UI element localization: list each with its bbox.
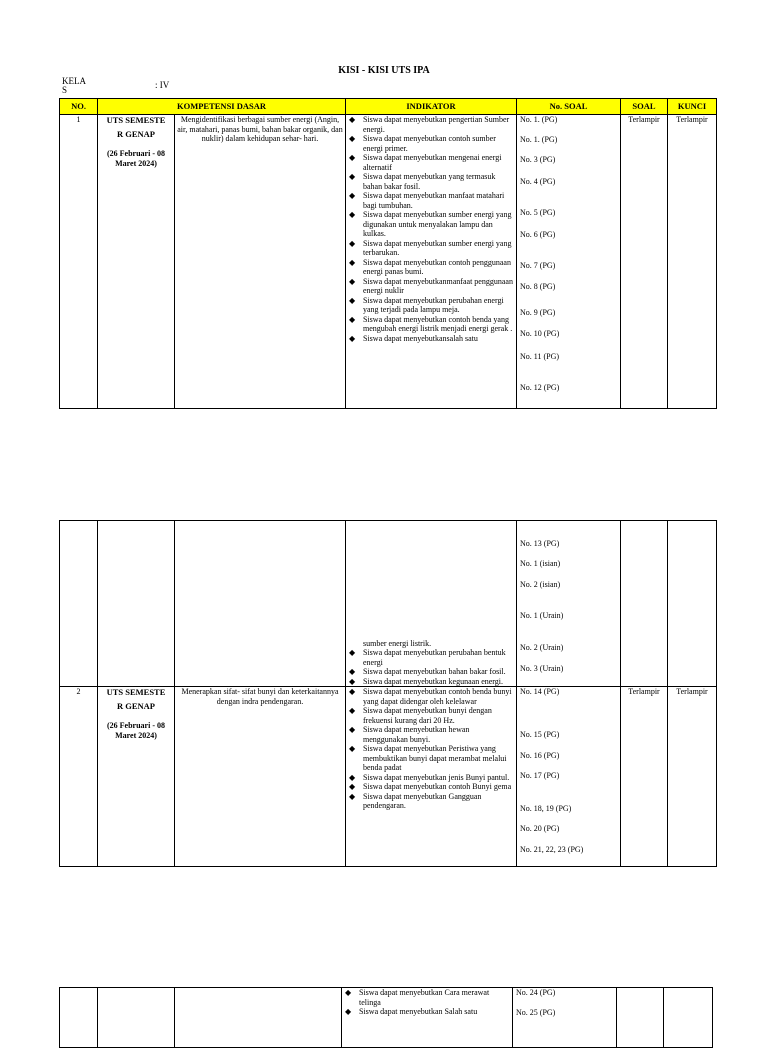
diamond-bullet-icon: ◆	[349, 648, 356, 657]
row1-indikator	[346, 115, 517, 409]
no-soal-item: No. 2 (Urain)	[520, 643, 564, 652]
indikator-item: ◆ Siswa dapat menyebutkan contoh benda bunyi yang dapat didengar oleh kelelawar	[349, 687, 512, 706]
diamond-bullet-icon: ◆	[349, 782, 356, 791]
indikator-item: ◆ Siswa dapat menyebutkan perubahan bentuk energi	[349, 648, 506, 667]
diamond-bullet-icon: ◆	[349, 667, 356, 676]
no-soal-item: No. 25 (PG)	[516, 1008, 556, 1017]
no-soal-item: No. 10 (PG)	[520, 329, 560, 338]
kisi-table-page-1	[59, 98, 717, 409]
no-soal-item: No. 9 (PG)	[520, 308, 556, 317]
no-soal-item: No. 3 (PG)	[520, 155, 556, 164]
header-indikator: INDIKATOR	[346, 99, 517, 115]
no-soal-item: No. 11 (PG)	[520, 352, 560, 361]
row1-kd: UTS SEMESTE R GENAP (26 Februari - 08 Maret 2024)	[98, 115, 175, 409]
indikator-item: ◆ Siswa dapat menyebutkan bunyi dengan frekuensi kurang dari 20 Hz.	[349, 706, 492, 725]
diamond-bullet-icon: ◆	[349, 676, 356, 686]
indikator-item: ◆ Siswa dapat menyebutkanmanfaat penggunaan energi nuklir	[349, 276, 513, 295]
row1-kompetensi: Mengidentifikasi berbagai sumber energi (Angin, air, matahari, panas bumi, bahan bakar organik, dan nuklir) dalam kehidupan sehar- hari.	[175, 115, 346, 409]
no-soal-item: No. 6 (PG)	[520, 230, 556, 239]
diamond-bullet-icon: ◆	[349, 257, 356, 267]
header-no-soal: No. SOAL	[517, 99, 621, 115]
kisi-table-page-2	[59, 520, 717, 867]
diamond-bullet-icon: ◆	[349, 706, 356, 715]
row2-soal: Terlampir	[621, 687, 668, 867]
indikator-item: ◆ Siswa dapat menyebutkan jenis Bunyi pantul.	[349, 772, 510, 782]
row2-indikator	[346, 687, 517, 867]
indikator-item: ◆ Siswa dapat menyebutkan Peristiwa yang membuktikan bunyi dapat merambat melalui benda padat	[349, 744, 507, 772]
row1-cont-indikator	[346, 521, 517, 687]
diamond-bullet-icon: ◆	[349, 744, 356, 753]
diamond-bullet-icon: ◆	[349, 238, 356, 248]
row2-no-soal	[517, 687, 621, 867]
row2-kd: UTS SEMESTE R GENAP (26 Februari - 08 Maret 2024)	[98, 687, 175, 867]
indikator-item: ◆ Siswa dapat menyebutkan Cara merawat telinga	[345, 988, 490, 1007]
diamond-bullet-icon: ◆	[349, 314, 356, 324]
indikator-item: ◆ Siswa dapat menyebutkan sumber energi yang digunakan untuk menyalakan lampu dan kulkas.	[349, 210, 512, 238]
row1-no: 1	[60, 115, 98, 409]
diamond-bullet-icon: ◆	[345, 1007, 352, 1016]
indikator-item: ◆ Siswa dapat menyebutkan mengenai energi alternatif	[349, 153, 502, 172]
no-soal-item: No. 2 (isian)	[520, 580, 561, 589]
diamond-bullet-icon: ◆	[349, 333, 356, 343]
diamond-bullet-icon: ◆	[349, 172, 356, 181]
diamond-bullet-icon: ◆	[349, 276, 356, 286]
no-soal-item: No. 4 (PG)	[520, 177, 556, 186]
indikator-item: ◆ Siswa dapat menyebutkan yang termasuk bahan bakar fosil.	[349, 172, 496, 191]
no-soal-item: No. 13 (PG)	[520, 539, 560, 548]
indikator-item: ◆ Siswa dapat menyebutkan Gangguan pendengaran.	[349, 791, 482, 810]
indikator-item: ◆ Siswa dapat menyebutkan contoh penggunaan energi panas bumi.	[349, 257, 511, 276]
row2-kompetensi: Menerapkan sifat- sifat bunyi dan keterkaitannya dengan indra pendengaran.	[175, 687, 346, 867]
no-soal-item: No. 17 (PG)	[520, 771, 560, 780]
indikator-item: ◆ Siswa dapat menyebutkan perubahan energi yang terjadi pada lampu meja.	[349, 295, 504, 314]
indikator-item: sumber energi listrik.	[363, 638, 432, 648]
no-soal-item: No. 16 (PG)	[520, 751, 560, 760]
diamond-bullet-icon: ◆	[349, 725, 356, 734]
diamond-bullet-icon: ◆	[349, 210, 356, 219]
row2-kunci: Terlampir	[668, 687, 717, 867]
indikator-item: ◆ Siswa dapat menyebutkan Salah satu	[345, 1007, 478, 1016]
row1-cont-no-soal	[517, 521, 621, 687]
no-soal-item: No. 1 (Urain)	[520, 611, 564, 620]
diamond-bullet-icon: ◆	[349, 687, 356, 696]
no-soal-item: No. 12 (PG)	[520, 383, 560, 392]
row1-no-soal	[517, 115, 621, 409]
no-soal-item: No. 1. (PG)	[520, 115, 558, 124]
indikator-item: ◆ Siswa dapat menyebutkansalah satu	[349, 333, 478, 343]
header-soal: SOAL	[621, 99, 668, 115]
indikator-item: ◆ Siswa dapat menyebutkan pengertian Sumber energi.	[349, 115, 510, 134]
diamond-bullet-icon: ◆	[349, 772, 356, 782]
diamond-bullet-icon: ◆	[349, 153, 356, 162]
diamond-bullet-icon: ◆	[349, 115, 356, 124]
row2-cont-no-soal	[513, 988, 617, 1048]
no-soal-item: No. 5 (PG)	[520, 208, 556, 217]
row2-cont-indikator	[342, 988, 513, 1048]
indikator-item: ◆ Siswa dapat menyebutkan kegunaan energi.	[349, 676, 504, 686]
kelas-value: : IV	[155, 80, 170, 90]
no-soal-item: No. 3 (Urain)	[520, 664, 564, 673]
row1-soal: Terlampir	[621, 115, 668, 409]
indikator-item: ◆ Siswa dapat menyebutkan contoh benda yang mengubah energi listrik menjadi energi gerak .	[349, 314, 513, 333]
diamond-bullet-icon: ◆	[349, 791, 356, 801]
header-no: NO.	[60, 99, 98, 115]
kelas-label: KELA S	[62, 76, 86, 95]
header-kunci: KUNCI	[668, 99, 717, 115]
indikator-item: ◆ Siswa dapat menyebutkan hewan menggunakan bunyi.	[349, 725, 470, 744]
indikator-item: ◆ Siswa dapat menyebutkan bahan bakar fosil.	[349, 667, 506, 676]
indikator-item: ◆ Siswa dapat menyebutkan sumber energi yang terbarukan.	[349, 238, 512, 257]
no-soal-item: No. 24 (PG)	[516, 988, 556, 997]
header-kompetensi: KOMPETENSI DASAR	[98, 99, 346, 115]
no-soal-item: No. 1 (isian)	[520, 559, 561, 568]
page-title: KISI - KISI UTS IPA	[338, 65, 430, 76]
indikator-item: ◆ Siswa dapat menyebutkan contoh Bunyi gema	[349, 782, 512, 791]
diamond-bullet-icon: ◆	[349, 134, 356, 143]
indikator-item: ◆ Siswa dapat menyebutkan manfaat matahari bagi tumbuhan.	[349, 191, 505, 210]
indikator-item: ◆ Siswa dapat menyebutkan contoh sumber energi primer.	[349, 134, 496, 153]
no-soal-item: No. 18, 19 (PG)	[520, 804, 572, 813]
no-soal-item: No. 7 (PG)	[520, 261, 556, 270]
row2-no: 2	[60, 687, 98, 867]
no-soal-item: No. 1. (PG)	[520, 135, 558, 144]
no-soal-item: No. 21, 22, 23 (PG)	[520, 845, 584, 854]
kisi-table-page-3	[59, 987, 713, 1048]
diamond-bullet-icon: ◆	[349, 191, 356, 200]
no-soal-item: No. 15 (PG)	[520, 730, 560, 739]
row1-kunci: Terlampir	[668, 115, 717, 409]
no-soal-item: No. 8 (PG)	[520, 282, 556, 291]
no-soal-item: No. 20 (PG)	[520, 824, 560, 833]
no-soal-item: No. 14 (PG)	[520, 687, 560, 696]
diamond-bullet-icon: ◆	[345, 988, 352, 997]
diamond-bullet-icon: ◆	[349, 295, 356, 305]
